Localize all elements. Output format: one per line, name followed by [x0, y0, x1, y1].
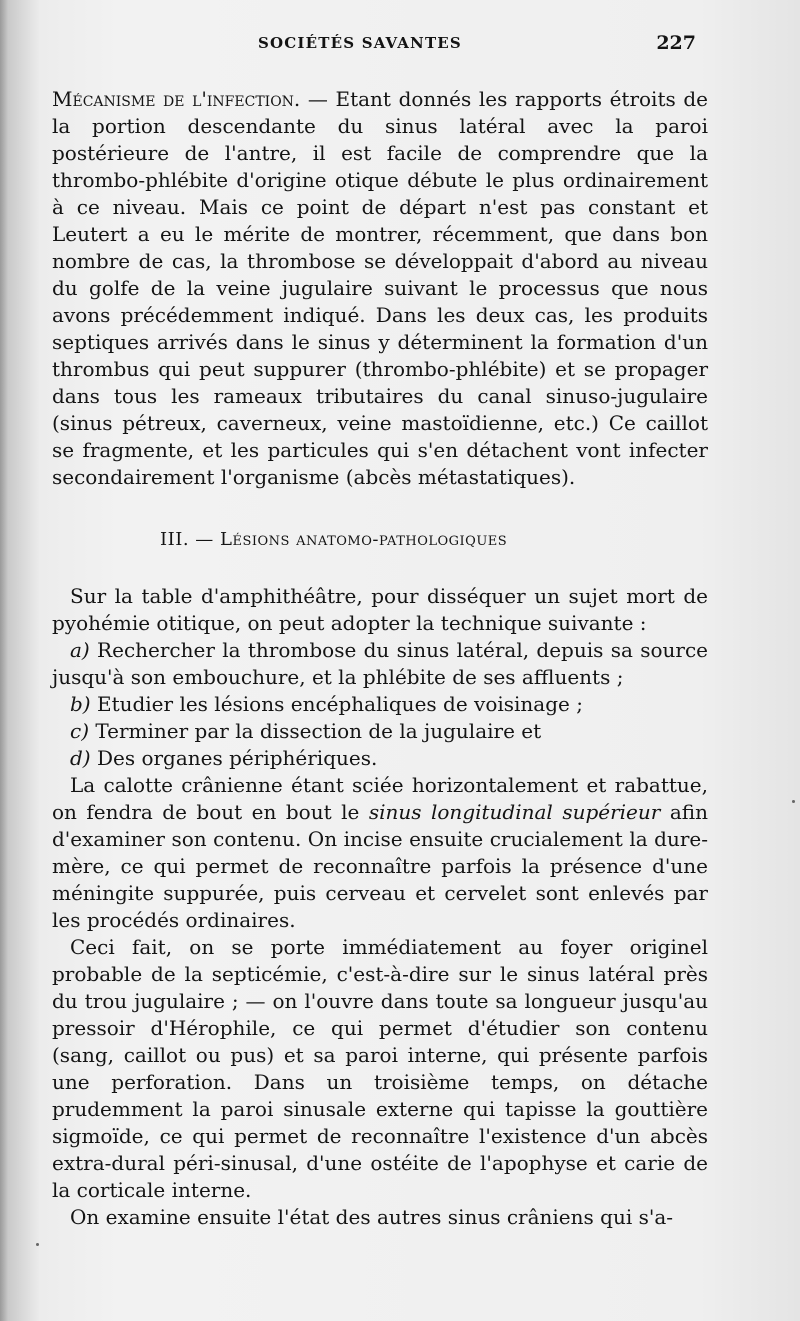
list-item — [52, 691, 708, 718]
item-text: Etudier les lésions encéphaliques de voisinage ; — [90, 692, 583, 716]
paragraph: On examine ensuite l'état des autres sinus crâniens qui s'a- — [70, 1205, 674, 1229]
section-lesions — [52, 583, 708, 1231]
intro-paragraph: Sur la table d'amphithéâtre, pour disséquer un sujet mort de pyohémie otitique, on peut adopter la technique suivante : — [52, 584, 708, 635]
running-head: SOCIÉTÉS SAVANTES — [258, 34, 462, 52]
paragraph — [52, 86, 708, 491]
heading-numeral: III. — — [160, 529, 220, 550]
page-number: 227 — [656, 32, 696, 54]
paragraph-text: afin d'examiner son contenu. On incise ensuite crucialement la dure-mère, ce qui permet de reconnaître parfois la présence d'une méningite suppurée, puis cerveau et cervelet sont enlevés par les procédés ordinaires. — [52, 800, 708, 932]
paragraph-text: La calotte crânienne étant sciée horizontalement et rabattue, on fendra de bout en bout le — [52, 773, 708, 824]
print-speck — [36, 1243, 39, 1246]
run-in-title: Mécanisme de l'infection. — [52, 87, 301, 111]
list-item — [52, 745, 708, 772]
heading-title: Lésions anatomo-pathologiques — [220, 529, 508, 550]
item-label: c) — [70, 719, 90, 743]
item-text: Des organes périphériques. — [90, 746, 378, 770]
list-item — [52, 718, 708, 745]
list-item — [52, 637, 708, 691]
paragraph-text: — Etant donnés les rapports étroits de la portion descendante du sinus latéral avec la paroi postérieure de l'antre, il est facile de comprendre que la thrombo-phlébite d'origine otique débute le plus ordinairement à ce niveau. Mais ce point de départ n'est pas constant et Leutert a eu le mérite de montrer, récemment, que dans bon nombre de cas, la thrombose se développait d'abord au niveau du golfe de la veine jugulaire suivant le processus que nous avons précédemment indiqué. Dans les deux cas, les produits septiques arrivés dans le sinus y déterminent la formation d'un thrombus qui peut suppurer (thrombo-phlébite) et se propager dans tous les rameaux tributaires du canal sinuso-jugulaire (sinus pétreux, caverneux, veine mastoïdienne, etc.) Ce caillot se fragmente, et les particules qui s'en détachent vont infecter secondairement l'organisme (abcès métastatiques). — [52, 87, 709, 489]
item-text: Terminer par la dissection de la jugulaire et — [89, 719, 542, 743]
print-speck — [792, 800, 795, 803]
paragraph — [52, 772, 708, 934]
item-label: d) — [70, 746, 91, 770]
item-label: a) — [70, 638, 90, 662]
section-mecanisme — [52, 86, 708, 491]
item-text: Rechercher la thrombose du sinus latéral, depuis sa source jusqu'à son embouchure, et la phlébite de ses affluents ; — [52, 638, 708, 689]
section-heading — [160, 529, 507, 550]
paragraph: Ceci fait, on se porte immédiatement au foyer originel probable de la septicémie, c'est-à-dire sur le sinus latéral près du trou jugulaire ; — on l'ouvre dans toute sa longueur jusqu'au pressoir d'Hérophile, ce qui permet d'étudier son contenu (sang, caillot ou pus) et sa paroi interne, qui présente parfois une perforation. Dans un troisième temps, on détache prudemment la paroi sinusale externe qui tapisse la gouttière sigmoïde, ce qui permet de reconnaître l'existence d'un abcès extra-dural péri-sinusal, d'une ostéite de l'apophyse et carie de la corticale interne. — [52, 935, 708, 1202]
emphasis: sinus longitudinal supérieur — [368, 800, 661, 824]
item-label: b) — [70, 692, 91, 716]
